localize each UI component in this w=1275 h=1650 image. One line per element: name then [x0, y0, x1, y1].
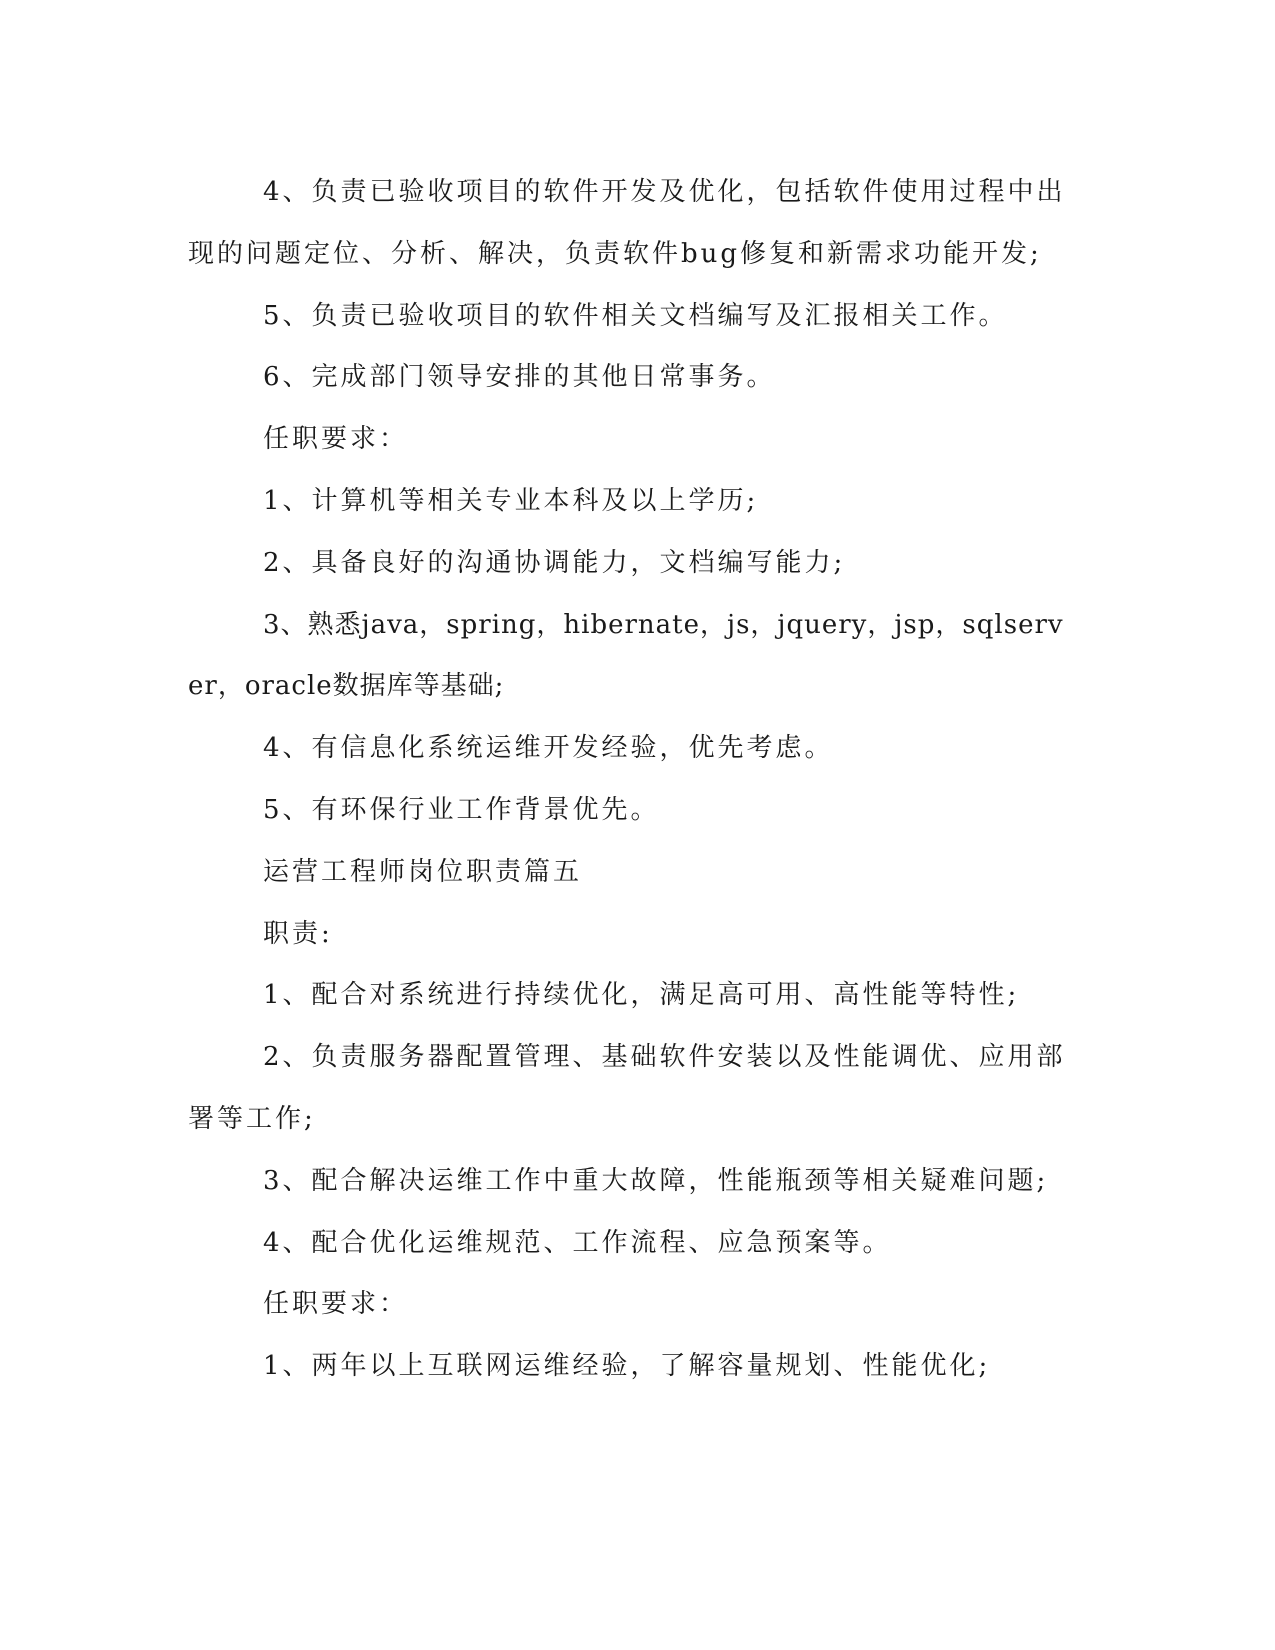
paragraph-requirement-2: 2、具备良好的沟通协调能力，文档编写能力; — [263, 547, 846, 578]
paragraph-requirement-1: 1、计算机等相关专业本科及以上学历; — [263, 485, 759, 516]
section-heading-duties: 职责: — [263, 918, 333, 949]
paragraph-requirement-5: 5、有环保行业工作背景优先。 — [263, 794, 660, 825]
section-heading-requirements-2: 任职要求： — [263, 1289, 409, 1320]
paragraph-requirement-1b: 1、两年以上互联网运维经验，了解容量规划、性能优化; — [263, 1351, 991, 1382]
section-title-part-five: 运营工程师岗位职责篇五 — [263, 856, 583, 887]
paragraph-duty-4: 4、负责已验收项目的软件开发及优化，包括软件使用过程中出现的问题定位、分析、解决，负责软件bug修复和新需求功能开发; — [188, 177, 1066, 269]
paragraph-duty-2: 2、负责服务器配置管理、基础软件安装以及性能调优、应用部署等工作; — [188, 1042, 1066, 1134]
paragraph-duty-6: 6、完成部门领导安排的其他日常事务。 — [263, 362, 776, 393]
paragraph-duty-3: 3、配合解决运维工作中重大故障，性能瓶颈等相关疑难问题; — [263, 1165, 1049, 1196]
paragraph-duty-4b: 4、配合优化运维规范、工作流程、应急预案等。 — [263, 1227, 892, 1258]
paragraph-duty-1: 1、配合对系统进行持续优化，满足高可用、高性能等特性; — [263, 980, 1020, 1011]
paragraph-requirement-3: 3、熟悉java，spring，hibernate，js，jquery，jsp，sqlserver，oracle数据库等基础; — [188, 609, 1064, 702]
section-heading-requirements: 任职要求： — [263, 424, 409, 455]
document-body — [188, 162, 1068, 1398]
paragraph-duty-5: 5、负责已验收项目的软件相关文档编写及汇报相关工作。 — [263, 300, 1008, 331]
paragraph-requirement-4: 4、有信息化系统运维开发经验，优先考虑。 — [263, 733, 834, 764]
